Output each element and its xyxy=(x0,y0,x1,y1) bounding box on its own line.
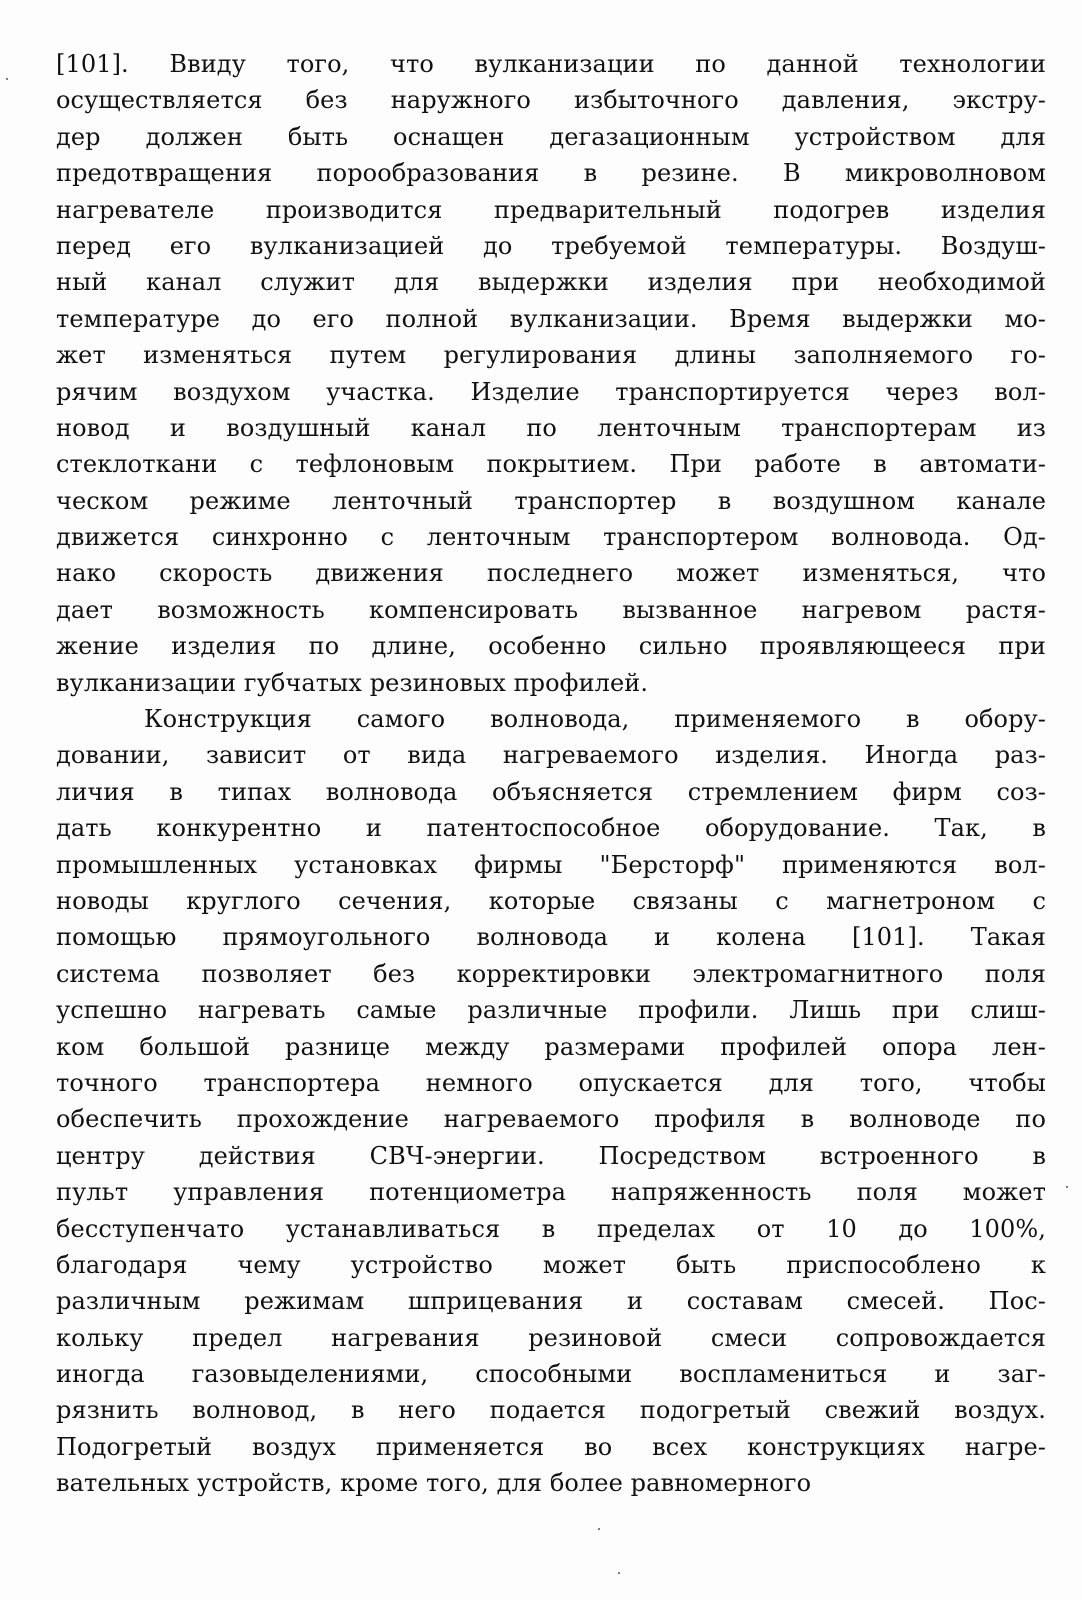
text-line: помощью прямоугольного волновода и колена [101]. Такая xyxy=(56,923,1046,952)
text-line: движется синхронно с ленточным транспортером волновода. Од- xyxy=(56,523,1046,552)
text-line: довании, зависит от вида нагреваемого изделия. Иногда раз- xyxy=(56,741,1046,770)
text-line: точного транспортера немного опускается для того, чтобы xyxy=(56,1068,1046,1097)
text-line: температуре до его полной вулканизации. Время выдержки мо- xyxy=(56,304,1046,333)
text-line: нагревателе производится предварительный подогрев изделия xyxy=(56,195,1046,224)
text-line: стеклоткани с тефлоновым покрытием. При работе в автомати- xyxy=(56,450,1046,479)
text-line: Конструкция самого волновода, применяемого в обору- xyxy=(144,705,1046,734)
text-line: жет изменяться путем регулирования длины заполняемого го- xyxy=(56,341,1046,370)
text-line: дать конкурентно и патентоспособное оборудование. Так, в xyxy=(56,814,1046,843)
text-line: вательных устройств, кроме того, для более равномерного xyxy=(56,1469,812,1498)
text-line: промышленных установках фирмы "Берсторф" применяются вол- xyxy=(56,850,1046,879)
text-line: осуществляется без наружного избыточного давления, экстру- xyxy=(56,86,1046,115)
text-line: различным режимам шприцевания и составам смесей. Пос- xyxy=(56,1287,1046,1316)
paragraph xyxy=(56,701,1046,1502)
text-line: система позволяет без корректировки электромагнитного поля xyxy=(56,959,1046,988)
text-line: рячим воздухом участка. Изделие транспортируется через вол- xyxy=(56,377,1046,406)
text-line: кольку предел нагревания резиновой смеси сопровождается xyxy=(56,1323,1046,1352)
text-line: успешно нагревать самые различные профили. Лишь при слиш- xyxy=(56,996,1046,1025)
text-line: дает возможность компенсировать вызванное нагревом растя- xyxy=(56,595,1046,624)
text-line: вулканизации губчатых резиновых профилей. xyxy=(56,668,649,697)
text-line: ком большой разнице между размерами профилей опора лен- xyxy=(56,1032,1046,1061)
scan-speck xyxy=(1066,1186,1068,1188)
text-line: ческом режиме ленточный транспортер в воздушном канале xyxy=(56,486,1046,515)
text-line: ный канал служит для выдержки изделия при необходимой xyxy=(56,268,1046,297)
scan-speck xyxy=(618,1572,620,1574)
scan-speck xyxy=(598,1528,600,1530)
text-line: нако скорость движения последнего может изменяться, что xyxy=(56,559,1046,588)
text-line: личия в типах волновода объясняется стремлением фирм соз- xyxy=(56,777,1046,806)
text-line: дер должен быть оснащен дегазационным устройством для xyxy=(56,122,1046,151)
text-line: Подогретый воздух применяется во всех конструкциях нагре- xyxy=(56,1432,1046,1461)
text-line: пульт управления потенциометра напряженность поля может xyxy=(56,1178,1046,1207)
text-line: бесступенчато устанавливаться в пределах от 10 до 100%, xyxy=(56,1214,1046,1243)
document-body xyxy=(56,46,1046,1502)
text-line: жение изделия по длине, особенно сильно проявляющееся при xyxy=(56,632,1046,661)
text-line: обеспечить прохождение нагреваемого профиля в волноводе по xyxy=(56,1105,1046,1134)
text-line: новоды круглого сечения, которые связаны с магнетроном с xyxy=(56,886,1046,915)
scan-speck xyxy=(6,78,8,80)
paragraph xyxy=(56,46,1046,701)
text-line: рязнить волновод, в него подается подогретый свежий воздух. xyxy=(56,1396,1046,1425)
text-line: [101]. Ввиду того, что вулканизации по данной технологии xyxy=(56,50,1046,78)
text-line: центру действия СВЧ-энергии. Посредством встроенного в xyxy=(56,1141,1046,1170)
text-line: перед его вулканизацией до требуемой температуры. Воздуш- xyxy=(56,231,1046,260)
text-line: предотвращения порообразования в резине. В микроволновом xyxy=(56,159,1046,188)
text-line: благодаря чему устройство может быть приспособлено к xyxy=(56,1250,1046,1279)
text-line: иногда газовыделениями, способными воспламениться и заг- xyxy=(56,1360,1046,1389)
text-line: новод и воздушный канал по ленточным транспортерам из xyxy=(56,413,1046,442)
